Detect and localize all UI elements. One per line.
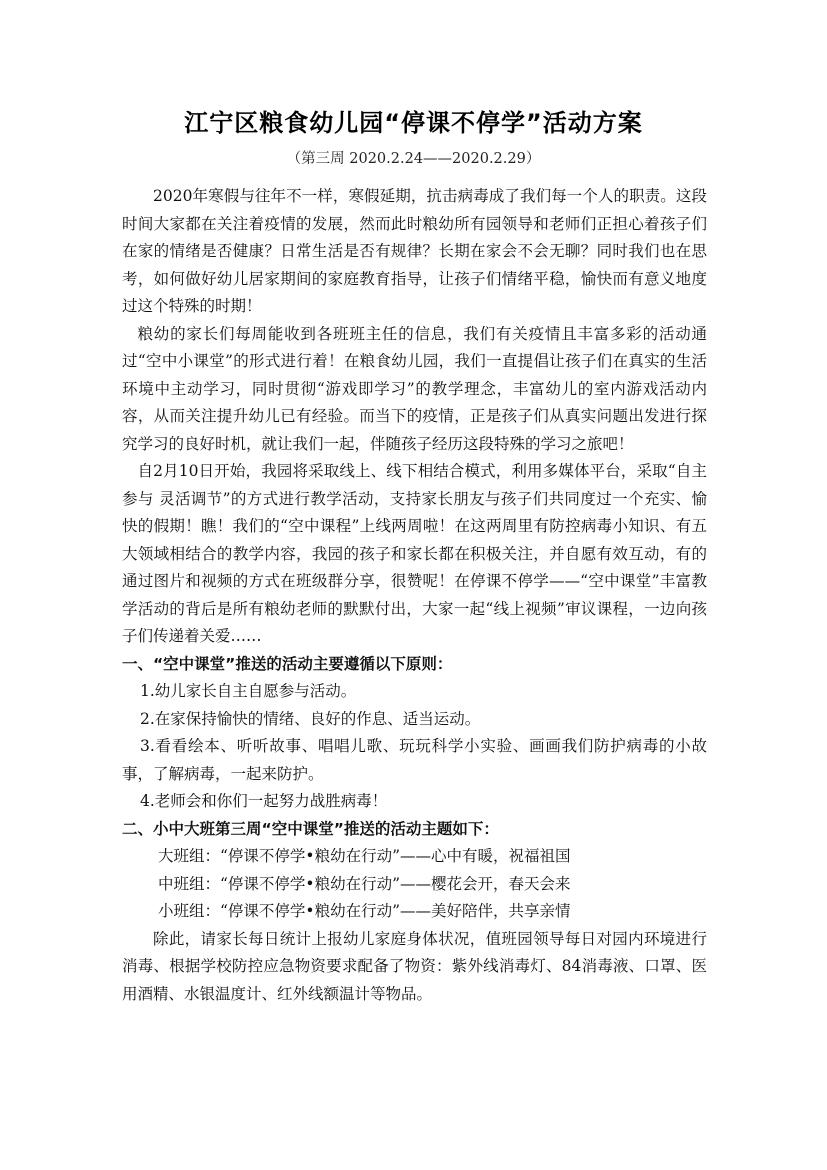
principle-item: 2.在家保持愉快的情绪、良好的作息、适当运动。 xyxy=(140,709,481,728)
document-title: 江宁区粮食幼儿园“停课不停学”活动方案 xyxy=(184,109,643,137)
closing-paragraph: 除此，请家长每日统计上报幼儿家庭身体状况，值班园领导每日对园内环境进行消毒、根据学校防控应急物资要求配备了物资：紫外线消毒灯、84消毒液、口罩、医用酒精、水银温度计、红外线额温计等物品。 xyxy=(122,929,707,1003)
theme-senior-class: 大班组：“停课不停学•粮幼在行动”——心中有暖，祝福祖国 xyxy=(158,847,571,865)
section-heading-principles: 一、“空中课堂”推送的活动主要遵循以下原则： xyxy=(122,654,453,673)
intro-paragraph: 2020年寒假与往年不一样，寒假延期，抗击病毒成了我们每一个人的职责。这段时间大家都在关注着疫情的发展，然而此时粮幼所有园领导和老师们正担心着孩子们在家的情绪是否健康？日常生活是否有规律？长期在家会不会无聊？同时我们也在思考，如何做好幼儿居家期间的家庭教育指导，让孩子们情绪平稳，愉快而有意义地度过这个特殊的时期！ xyxy=(122,187,707,315)
principle-item: 4.老师会和你们一起努力战胜病毒！ xyxy=(140,792,388,810)
principle-item: 1.幼儿家长自主自愿参与活动。 xyxy=(140,682,357,700)
activities-paragraph: 粮幼的家长们每周能收到各班班主任的信息，我们有关疫情且丰富多彩的活动通过“空中小课堂”的形式进行着！在粮食幼儿园，我们一直提倡让孩子们在真实的生活环境中主动学习，同时贯彻“游戏即学习”的教学理念，丰富幼儿的室内游戏活动内容，从而关注提升幼儿已有经验。而当下的疫情，正是孩子们从真实问题出发进行探究学习的良好时机，就让我们一起，伴随孩子经历这段特殊的学习之旅吧！ xyxy=(122,324,707,453)
document-body xyxy=(122,183,707,1008)
theme-junior-class: 小班组：“停课不停学•粮幼在行动”——美好陪伴，共享亲情 xyxy=(158,902,571,920)
theme-middle-class: 中班组：“停课不停学•粮幼在行动”——樱花会开，春天会来 xyxy=(158,874,571,893)
document-subtitle: （第三周 2020.2.24——2020.2.29） xyxy=(286,151,541,167)
section-heading-themes: 二、小中大班第三周“空中课堂”推送的活动主题如下： xyxy=(122,819,499,838)
online-teaching-paragraph: 自2月10日开始，我园将采取线上、线下相结合模式，利用多媒体平台，采取“自主参与 灵活调节”的方式进行教学活动，支持家长朋友与孩子们共同度过一个充实、愉快的假期！瞧！我们的“空中课程”上线两周啦！在这两周里有防控病毒小知识、有五大领域相结合的教学内容，我园的孩子和家长都在积极关注，并自愿有效互动，有的通过图片和视频的方式在班级群分享，很赞呢！在停课不停学——“空中课堂”丰富教学活动的背后是所有粮幼老师的默默付出，大家一起“线上视频”审议课程，一边向孩子们传递着关爱…… xyxy=(122,462,707,645)
principle-item: 3.看看绘本、听听故事、唱唱儿歌、玩玩科学小实验、画画我们防护病毒的小故事，了解病毒，一起来防护。 xyxy=(122,737,707,783)
